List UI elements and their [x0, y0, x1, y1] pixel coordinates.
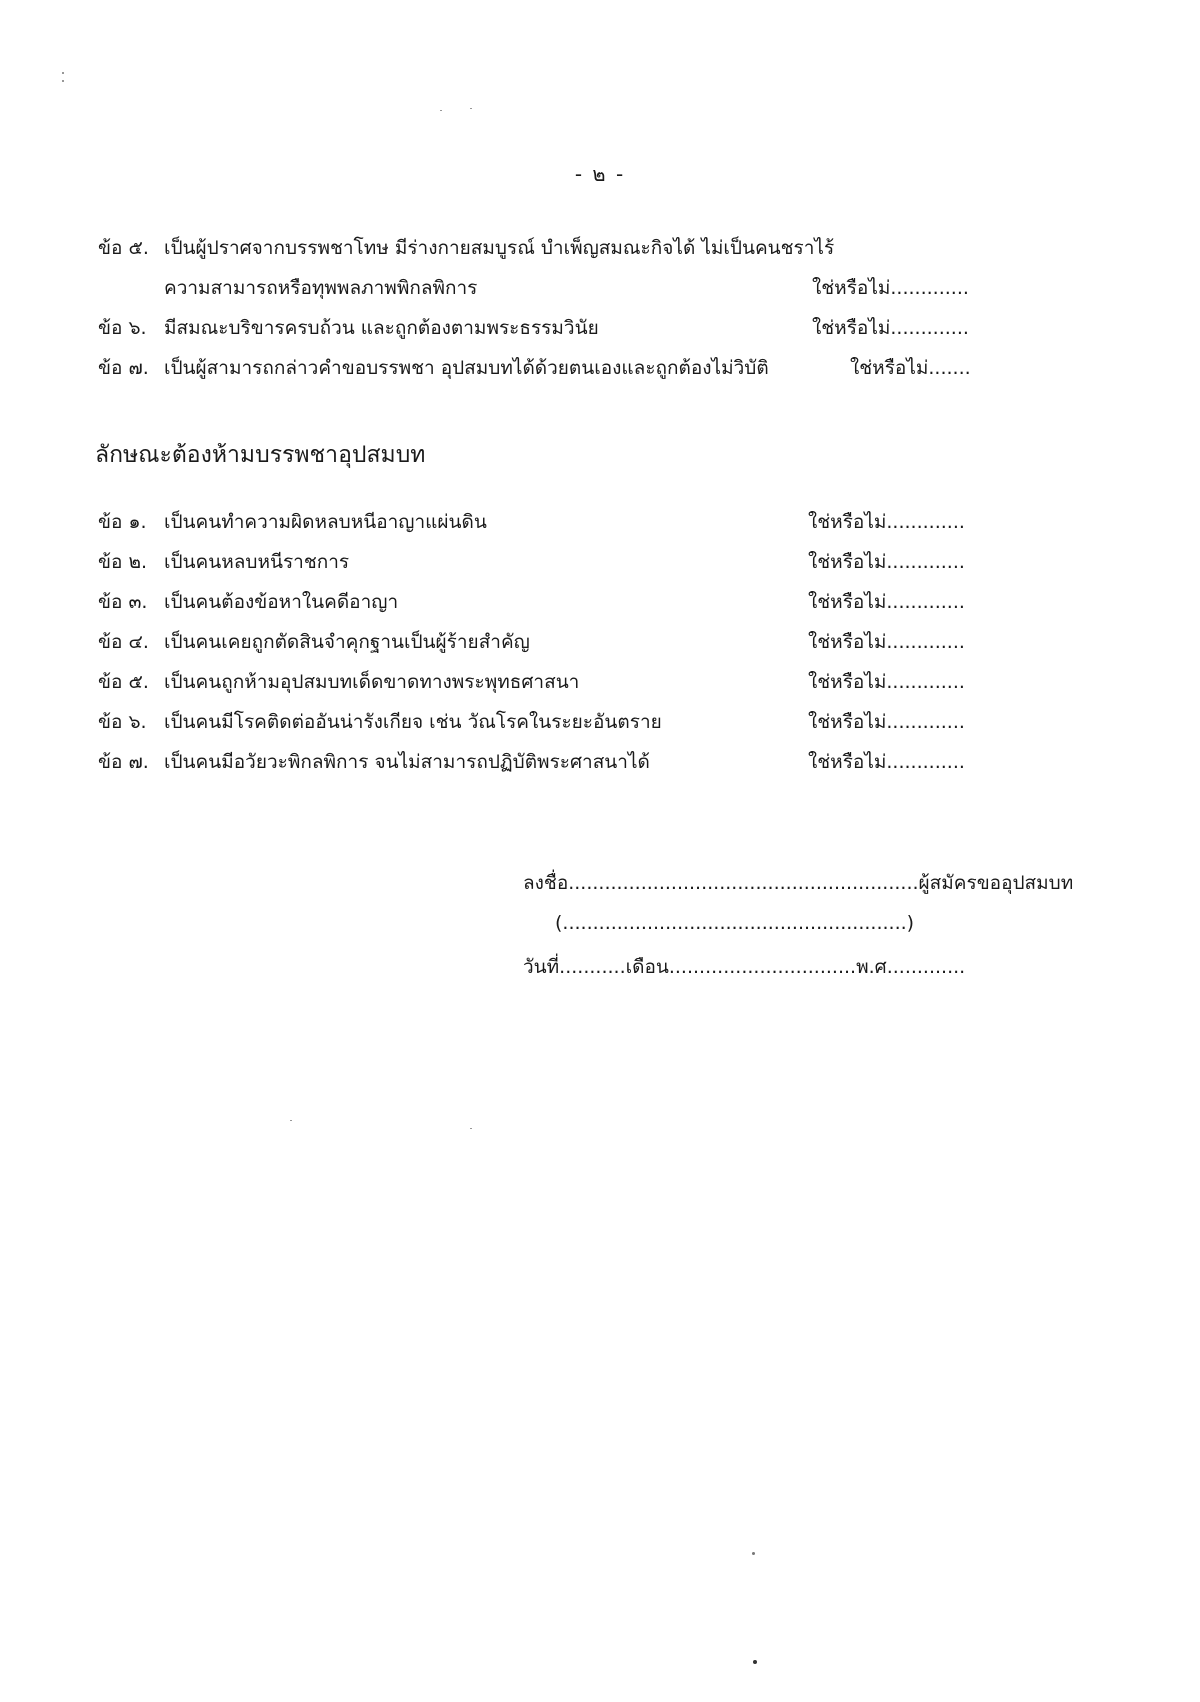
yes-no-field: ใช่หรือไม่.............	[812, 317, 969, 339]
item-label: ข้อ ๗.	[98, 357, 149, 379]
item-label: ข้อ ๗.	[98, 751, 149, 773]
yes-no-field: ใช่หรือไม่.......	[850, 357, 971, 379]
item-text: เป็นผู้สามารถกล่าวคำขอบรรพชา อุปสมบทได้ด้วยตนเองและถูกต้องไม่วิบัติ	[164, 357, 769, 379]
item-label: ข้อ ๖.	[98, 317, 147, 339]
item-label: ข้อ ๑.	[98, 511, 147, 533]
item-text: เป็นคนมีอวัยวะพิกลพิการ จนไม่สามารถปฏิบัติพระศาสนาได้	[164, 751, 650, 773]
signature-line: ลงชื่อ..........................................................ผู้สมัครขออุปสมบท	[523, 872, 1074, 894]
yes-no-field: ใช่หรือไม่.............	[812, 277, 969, 299]
yes-no-field: ใช่หรือไม่.............	[808, 671, 965, 693]
yes-no-field: ใช่หรือไม่.............	[808, 751, 965, 773]
item-text: เป็นคนต้องข้อหาในคดีอาญา	[164, 591, 399, 613]
item-text: เป็นคนหลบหนีราชการ	[164, 551, 350, 573]
item-label: ข้อ ๒.	[98, 551, 148, 573]
item-text: เป็นคนมีโรคติดต่ออันน่ารังเกียจ เช่น วัณโรคในระยะอันตราย	[164, 711, 662, 733]
scan-speck	[62, 80, 64, 82]
scan-speck	[753, 1660, 757, 1664]
scan-speck	[470, 108, 472, 109]
yes-no-field: ใช่หรือไม่.............	[808, 591, 965, 613]
scan-speck	[62, 72, 64, 74]
item-label: ข้อ ๓.	[98, 591, 148, 613]
item-text: เป็นคนถูกห้ามอุปสมบทเด็ดขาดทางพระพุทธศาสนา	[164, 671, 580, 693]
item-text: เป็นผู้ปราศจากบรรพชาโทษ มีร่างกายสมบูรณ์ บำเพ็ญสมณะกิจได้ ไม่เป็นคนชราไร้	[164, 237, 835, 259]
scan-speck	[290, 1120, 292, 1121]
yes-no-field: ใช่หรือไม่.............	[808, 511, 965, 533]
item-text: เป็นคนทำความผิดหลบหนีอาญาแผ่นดิน	[164, 511, 487, 533]
item-label: ข้อ ๕.	[98, 237, 149, 259]
item-label: ข้อ ๖.	[98, 711, 147, 733]
item-text-continued: ความสามารถหรือทุพพลภาพพิกลพิการ	[164, 277, 478, 299]
yes-no-field: ใช่หรือไม่.............	[808, 711, 965, 733]
printed-name-line: (.........................................................)	[555, 912, 915, 934]
item-text: มีสมณะบริขารครบถ้วน และถูกต้องตามพระธรรมวินัย	[164, 317, 599, 339]
prohibited-heading: ลักษณะต้องห้ามบรรพชาอุปสมบท	[95, 442, 426, 468]
scan-speck	[752, 1552, 755, 1555]
scan-speck	[470, 1128, 472, 1129]
page-number: - ๒ -	[574, 162, 626, 186]
item-text: เป็นคนเคยถูกตัดสินจำคุกฐานเป็นผู้ร้ายสำคัญ	[164, 631, 530, 653]
scan-speck	[440, 110, 442, 111]
yes-no-field: ใช่หรือไม่.............	[808, 551, 965, 573]
item-label: ข้อ ๕.	[98, 671, 149, 693]
date-line: วันที่...........เดือน...............................พ.ศ.............	[523, 956, 966, 978]
yes-no-field: ใช่หรือไม่.............	[808, 631, 965, 653]
item-label: ข้อ ๔.	[98, 631, 149, 653]
